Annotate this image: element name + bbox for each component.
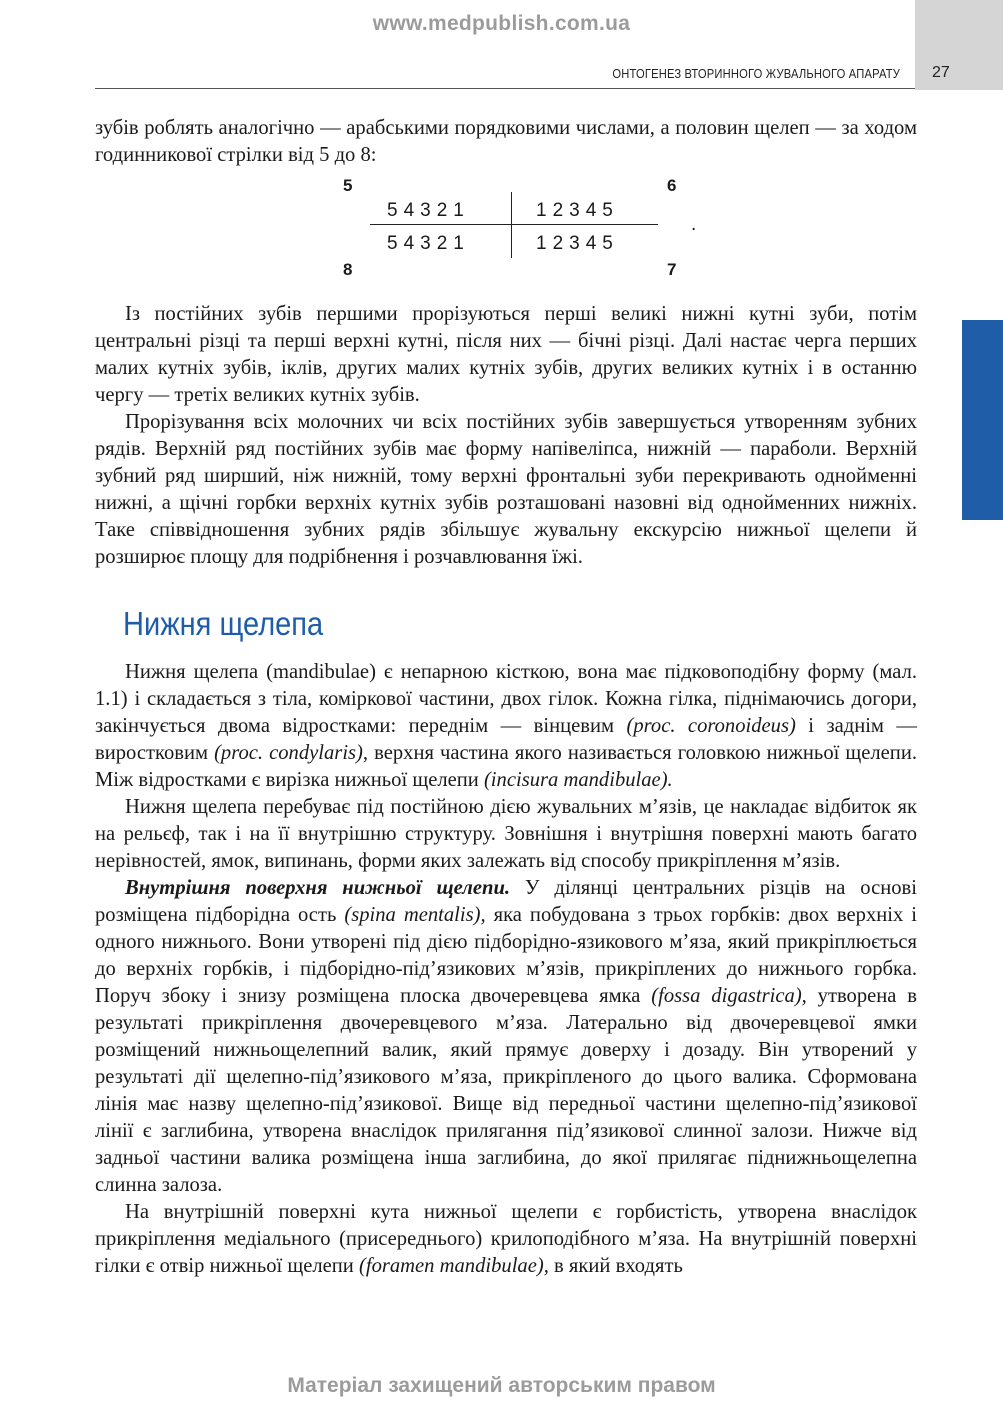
paragraph: Прорізування всіх молочних чи всіх постійних зубів завершується утворенням зубних рядів. Верхній ряд постійних зубів має форму напівеліпса, нижній — параболи. Верхній зубний ряд ширший, ніж нижній, тому верхні фронтальні зуби перекривають однойменні нижні, а щічні горбки верхніх кутніх зубів розташовані назовні від однойменних нижніх. Таке співвідношення зубних рядів збільшує жувальну екскурсію нижньої щелепи й розширює площу для подрібнення і розчавлювання їжі.	[95, 411, 917, 568]
page-number: 27	[932, 64, 950, 81]
paragraph: Внутрішня поверхня нижньої щелепи. У ділянці центральних різців на основі розміщена підборідна ость (spina mentalis), яка побудована з трьох горбків: двох верхніх і одного нижнього. Вони утворені під дією підборідно-язикового м’яза, який прикріплюється до верхніх горбків, і підборідно-під’язикових м’язів, прикріплених до нижнього горбка. Поруч збоку і знизу розміщена плоска двочеревцева ямка (fossa digastrica), утворена в результаті прикріплення двочеревцевого м’яза. Латерально від двочеревцевої ямки розміщений нижньощелепний валик, який прямує доверху і дозаду. Він утворений у результаті дії щелепно-під’язикового м’яза, прикріпленого до цього валика. Сформована лінія має назву щелепно-під’язикової. Вище від передньої частини щелепно-під’язикової лінії є заглибина, утворена внаслідок прилягання під’язикової слинної залози. Нижче від задньої частини валика розміщена інша заглибина, до якої прилягає піднижньощелепна слинна залоза.	[95, 877, 918, 1196]
mandible-text	[95, 659, 917, 1280]
formula-lower-right: 12345	[536, 233, 619, 254]
page-number-box	[915, 0, 1003, 90]
site-url: www.medpublish.com.ua	[372, 12, 631, 35]
formula-upper-left: 54321	[387, 200, 470, 221]
formula-horizontal-line	[370, 224, 658, 225]
running-head: ОНТОГЕНЕЗ ВТОРИННОГО ЖУВАЛЬНОГО АПАРАТУ	[612, 66, 900, 81]
inline-heading: Внутрішня поверхня нижньої щелепи.	[125, 877, 511, 899]
dental-formula	[335, 174, 715, 284]
formula-lower-left: 54321	[387, 233, 470, 254]
header-rule	[95, 88, 915, 89]
section-title: Нижня щелепа	[123, 605, 324, 642]
paragraph: Із постійних зубів першими прорізуються перші великі нижні кутні зуби, потім центральні різці та перші верхні кутні, після них — бічні різці. Далі настає черга перших малих кутніх зубів, іклів, других малих кутніх зубів, других великих кутніх і в останню чергу — третіх великих кутніх зубів.	[95, 303, 917, 406]
intro-text	[95, 115, 917, 169]
intro-paragraph: зубів роблять аналогічно — арабськими порядковими числами, а половин щелеп — за ходом годинникової стрілки від 5 до 8:	[95, 117, 917, 166]
paragraph: Нижня щелепа перебуває під постійною дією жувальних м’язів, це накладає відбиток як на рельєф, так і на її внутрішню структуру. Зовнішня і внутрішня поверхні мають багато нерівностей, ямок, випинань, форми яких залежать від способу прикріплення м’язів.	[95, 796, 917, 872]
quadrant-7: 7	[667, 260, 677, 279]
quadrant-8: 8	[343, 260, 353, 279]
quadrant-6: 6	[667, 176, 677, 195]
formula-end-dot: .	[691, 214, 697, 235]
eruption-text	[95, 301, 917, 571]
chapter-side-tab	[962, 320, 1003, 520]
paragraph: Нижня щелепа (mandibulae) є непарною кісткою, вона має підковоподібну форму (мал. 1.1) і складається з тіла, коміркової частини, двох гілок. Кожна гілка, піднімаючись догори, закінчується двома відростками: переднім — вінцевим (proc. coronoideus) і заднім — виростковим (proc. condylaris), верхня частина якого називається головкою нижньої щелепи. Між відростками є вирізка нижньої щелепи (incisura mandibulae).	[95, 661, 917, 791]
quadrant-5: 5	[343, 176, 353, 195]
formula-upper-right: 12345	[536, 200, 619, 221]
formula-vertical-line	[511, 192, 512, 258]
copyright-notice: Матеріал захищений авторським правом	[287, 1374, 716, 1397]
paragraph: На внутрішній поверхні кута нижньої щелепи є горбистість, утворена внаслідок прикріплення медіального (присереднього) крилоподібного м’яза. На внутрішній поверхні гілки є отвір нижньої щелепи (foramen mandibulae), в який входять	[95, 1201, 917, 1277]
